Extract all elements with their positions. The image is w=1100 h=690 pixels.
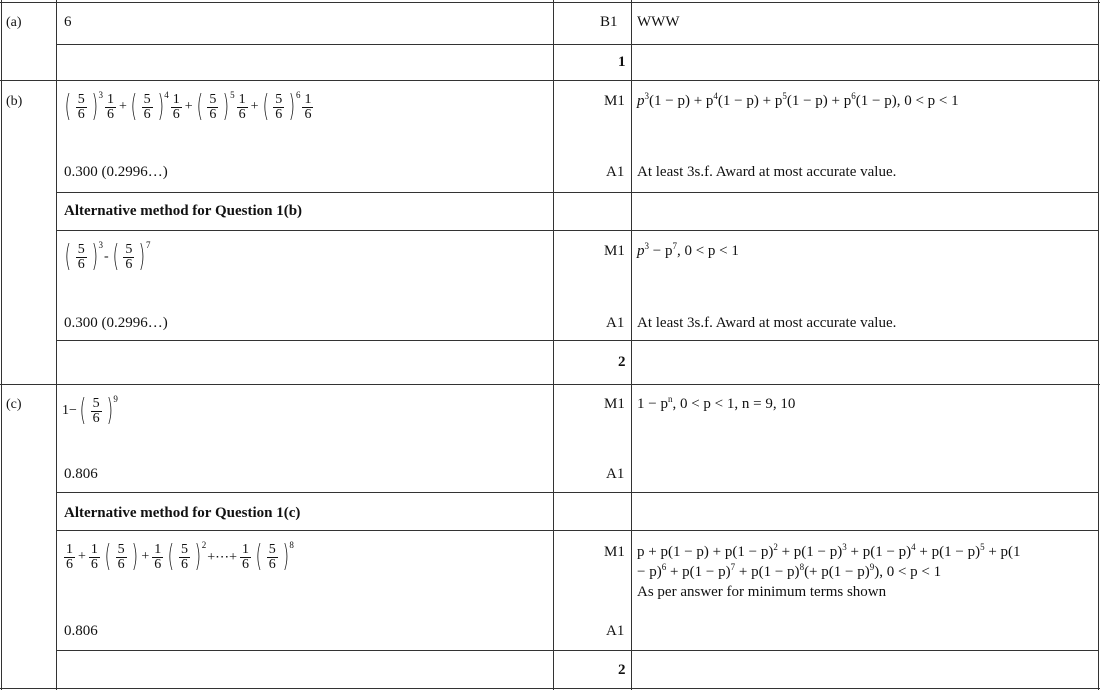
part-label-c: (c) [6, 397, 22, 412]
total-b: 2 [618, 354, 626, 370]
column-divider-answer [56, 0, 57, 690]
mark-c-a1: A1 [606, 466, 625, 482]
alt-value-b: 0.300 (0.2996…) [64, 315, 168, 331]
row-line [56, 340, 1099, 341]
mark-b-m1: M1 [604, 93, 625, 109]
mark-c-m1: M1 [604, 396, 625, 412]
notes-c-alt-m1-line3: As per answer for minimum terms shown [637, 584, 887, 600]
alt-value-c: 0.806 [64, 623, 98, 639]
notes-b-a1: At least 3s.f. Award at most accurate value. [637, 164, 897, 180]
mark-c-alt-a1: A1 [606, 623, 625, 639]
mark-b-a1: A1 [606, 164, 625, 180]
mark-a: B1 [600, 14, 618, 30]
mark-c-alt-m1: M1 [604, 544, 625, 560]
table-border-right [1098, 0, 1099, 690]
mark-b-alt-a1: A1 [606, 315, 625, 331]
row-line [0, 384, 1100, 385]
notes-c-alt-m1-line2: − $p)^6 + p(1 - p)^7 + p(1 - p)^8(+ p(1 - p)^9)$, 0 < p < 1 [637, 562, 942, 580]
part-label-b: (b) [6, 94, 23, 109]
row-line [56, 44, 1099, 45]
notes-c-alt-m1-line1: $p + p(1 - p) + p(1 - p)^2 + p(1 - p)^3 + p(1 - p)^4 + p(1 - p)^5 + p(1$ [637, 542, 1021, 560]
row-line [0, 2, 1100, 3]
value-b: 0.300 (0.2996…) [64, 164, 168, 180]
total-a: 1 [618, 54, 626, 70]
part-label-a: (a) [6, 15, 22, 30]
answer-a: 6 [64, 14, 72, 30]
alt-title-b: Alternative method for Question 1(b) [64, 203, 303, 219]
row-line [56, 650, 1099, 651]
alt-expression-c: $\frac{1}{6}$ + $\frac{1}{6}$ ( $\frac{5}{6}$ ) + $\frac{1}{6}$ ( $\frac{5}{6}$ ) 2 +⋯+ $\frac{1}{6}$ ( $\frac{5}{6}$ ) 8 [66, 539, 294, 574]
value-c: 0.806 [64, 466, 98, 482]
notes-b-alt-a1: At least 3s.f. Award at most accurate value. [637, 315, 897, 331]
row-line [0, 80, 1100, 81]
expression-c: 1− ( $\frac{5}{6}$ ) 9 [62, 393, 118, 428]
column-divider-marks [553, 0, 554, 690]
row-line [56, 192, 1099, 193]
total-c: 2 [618, 662, 626, 678]
alt-expression-b: ( $\frac{5}{6}$ ) 3 - ( $\frac{5}{6}$ ) 7 [64, 239, 151, 274]
row-line [56, 492, 1099, 493]
notes-b-m1: $p^3(1 - p) + p^4(1 - p) + p^5(1 - p) + p^6(1 - p)$, 0 < p < 1 [637, 91, 959, 109]
notes-c-m1: $1 - p^n$, 0 < p < 1, n = 9, 10 [637, 394, 796, 412]
mark-b-alt-m1: M1 [604, 243, 625, 259]
table-border-left [1, 0, 2, 690]
column-divider-notes [631, 0, 632, 690]
row-line [0, 688, 1100, 689]
notes-b-alt-m1: $p^3 - p^7$, 0 < p < 1 [637, 241, 739, 259]
alt-title-c: Alternative method for Question 1(c) [64, 505, 301, 521]
notes-a: WWW [637, 14, 680, 30]
row-line [56, 530, 1099, 531]
row-line [56, 230, 1099, 231]
expression-b: ( $\frac{5}{6}$ ) 3 $\frac{1}{6}$ + ( $\frac{5}{6}$ ) 4 $\frac{1}{6}$ + ( $\frac{5}{6}$ ) 5 $\frac{1}{6}$ + ( $\frac{5}{6}$ ) 6 $\frac{1}{6}$ [64, 89, 312, 124]
